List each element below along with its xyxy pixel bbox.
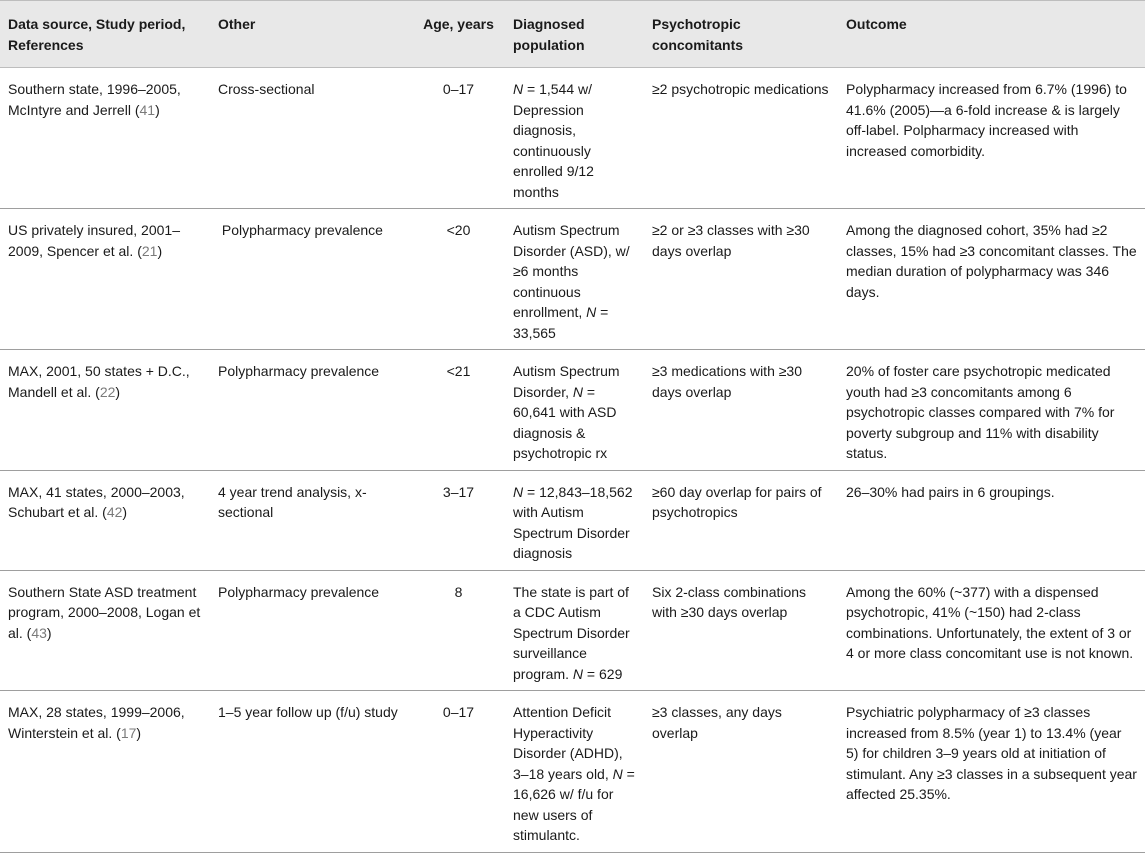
cell-age: <20 <box>412 209 505 350</box>
cell-outcome: Psychiatric polypharmacy of ≥3 classes increased from 8.5% (year 1) to 13.4% (year 5) for children 3–9 years old at initiation of stimulant. Any ≥3 classes in a subsequent year affected 25.35%. <box>838 691 1145 853</box>
cell-diagnosed-population <box>505 470 644 570</box>
cell-other: Polypharmacy prevalence <box>210 209 412 350</box>
table-body <box>0 68 1145 853</box>
header-psychotropic-concomitants: Psychotropic concomitants <box>644 1 838 68</box>
cell-concomitants: ≥3 medications with ≥30 days overlap <box>644 350 838 471</box>
population-text: Autism Spectrum Disorder, <box>513 363 620 400</box>
cell-other: 1–5 year follow up (f/u) study <box>210 691 412 853</box>
header-outcome: Outcome <box>838 1 1145 68</box>
table-row <box>0 350 1145 471</box>
header-data-source: Data source, Study period, References <box>0 1 210 68</box>
cell-age: 0–17 <box>412 68 505 209</box>
cell-concomitants: ≥2 or ≥3 classes with ≥30 days overlap <box>644 209 838 350</box>
population-count: = 16,626 w/ f/u for new users of stimulantc. <box>513 765 635 843</box>
cell-other: Cross-sectional <box>210 68 412 209</box>
cell-diagnosed-population <box>505 570 644 691</box>
reference-link[interactable]: 42 <box>106 504 123 520</box>
table-row <box>0 470 1145 570</box>
header-age: Age, years <box>412 1 505 68</box>
reference-link[interactable]: 17 <box>120 724 137 741</box>
cell-other: Polypharmacy prevalence <box>210 570 412 691</box>
sample-size-symbol: N <box>612 765 623 782</box>
header-other: Other <box>210 1 412 68</box>
cell-age: 3–17 <box>412 470 505 570</box>
cell-other: 4 year trend analysis, x-sectional <box>210 470 412 570</box>
reference-link[interactable]: 41 <box>139 101 156 118</box>
table-row <box>0 691 1145 853</box>
table-row <box>0 68 1145 209</box>
cell-diagnosed-population <box>505 350 644 471</box>
cell-age: <21 <box>412 350 505 471</box>
source-text: Southern State ASD treatment program, 2000–2008, Logan et al. ( <box>8 583 201 641</box>
sample-size-symbol: N <box>513 81 524 97</box>
sample-size-symbol: N <box>586 304 597 320</box>
source-close: ) <box>136 724 142 741</box>
table-row <box>0 209 1145 350</box>
source-text: US privately insured, 2001–2009, Spencer et al. ( <box>8 222 180 259</box>
table-row <box>0 570 1145 691</box>
cell-diagnosed-population <box>505 68 644 209</box>
header-row <box>0 1 1145 68</box>
cell-outcome: 26–30% had pairs in 6 groupings. <box>838 470 1145 570</box>
sample-size-symbol: N <box>572 383 584 400</box>
population-text: The state is part of a CDC Autism Spectrum Disorder surveillance program. <box>513 583 630 682</box>
cell-data-source <box>0 570 210 691</box>
source-close: ) <box>122 504 128 520</box>
reference-link[interactable]: 43 <box>31 624 47 641</box>
cell-concomitants: ≥2 psychotropic medications <box>644 68 838 209</box>
source-close: ) <box>46 624 52 641</box>
cell-concomitants: ≥3 classes, any days overlap <box>644 691 838 853</box>
source-text: Southern state, 1996–2005, McIntyre and Jerrell ( <box>8 81 181 118</box>
cell-data-source <box>0 68 210 209</box>
cell-diagnosed-population <box>505 209 644 350</box>
source-text: MAX, 2001, 50 states + D.C., Mandell et al. ( <box>8 363 190 400</box>
population-text: Autism Spectrum Disorder (ASD), w/ ≥6 months continuous enrollment, <box>513 222 630 320</box>
source-close: ) <box>155 101 160 118</box>
reference-link[interactable]: 22 <box>99 383 116 400</box>
population-count: = 629 <box>583 665 623 682</box>
cell-age: 0–17 <box>412 691 505 853</box>
source-text: MAX, 28 states, 1999–2006, Winterstein et al. ( <box>8 704 185 741</box>
population-text: = 1,544 w/ Depression diagnosis, continuously enrolled 9/12 months <box>513 81 594 200</box>
header-diagnosed-population: Diagnosed population <box>505 1 644 68</box>
population-text: Attention Deficit Hyperactivity Disorder (ADHD), 3–18 years old, <box>513 704 623 782</box>
cell-data-source <box>0 209 210 350</box>
cell-outcome: 20% of foster care psychotropic medicated youth had ≥3 concomitants among 6 psychotropic classes compared with 7% for poverty subgroup and 11% with disability status. <box>838 350 1145 471</box>
cell-diagnosed-population <box>505 691 644 853</box>
sample-size-symbol: N <box>513 483 524 500</box>
cell-data-source <box>0 350 210 471</box>
source-close: ) <box>115 383 121 400</box>
cell-other: Polypharmacy prevalence <box>210 350 412 471</box>
cell-data-source <box>0 470 210 570</box>
cell-age: 8 <box>412 570 505 691</box>
population-text: = 12,843–18,562 with Autism Spectrum Disorder diagnosis <box>513 483 633 561</box>
cell-outcome: Among the 60% (~377) with a dispensed psychotropic, 41% (~150) had 2-class combinations. Unfortunately, the extent of 3 or 4 or more class concomitant use is not known. <box>838 570 1145 691</box>
population-count: = 60,641 with ASD diagnosis & psychotropic rx <box>513 383 617 461</box>
table-header <box>0 1 1145 68</box>
reference-link[interactable]: 21 <box>141 242 158 259</box>
cell-concomitants: ≥60 day overlap for pairs of psychotropics <box>644 470 838 570</box>
cell-concomitants: Six 2-class combinations with ≥30 days overlap <box>644 570 838 691</box>
population-count: = 33,565 <box>513 304 609 341</box>
source-close: ) <box>157 242 163 259</box>
cell-data-source <box>0 691 210 853</box>
cell-outcome: Among the diagnosed cohort, 35% had ≥2 classes, 15% had ≥3 concomitant classes. The median duration of polypharmacy was 346 days. <box>838 209 1145 350</box>
sample-size-symbol: N <box>572 665 584 682</box>
cell-outcome: Polypharmacy increased from 6.7% (1996) to 41.6% (2005)—a 6-fold increase & is largely off-label. Polpharmacy increased with increased comorbidity. <box>838 68 1145 209</box>
source-text: MAX, 41 states, 2000–2003, Schubart et al. ( <box>8 483 185 520</box>
